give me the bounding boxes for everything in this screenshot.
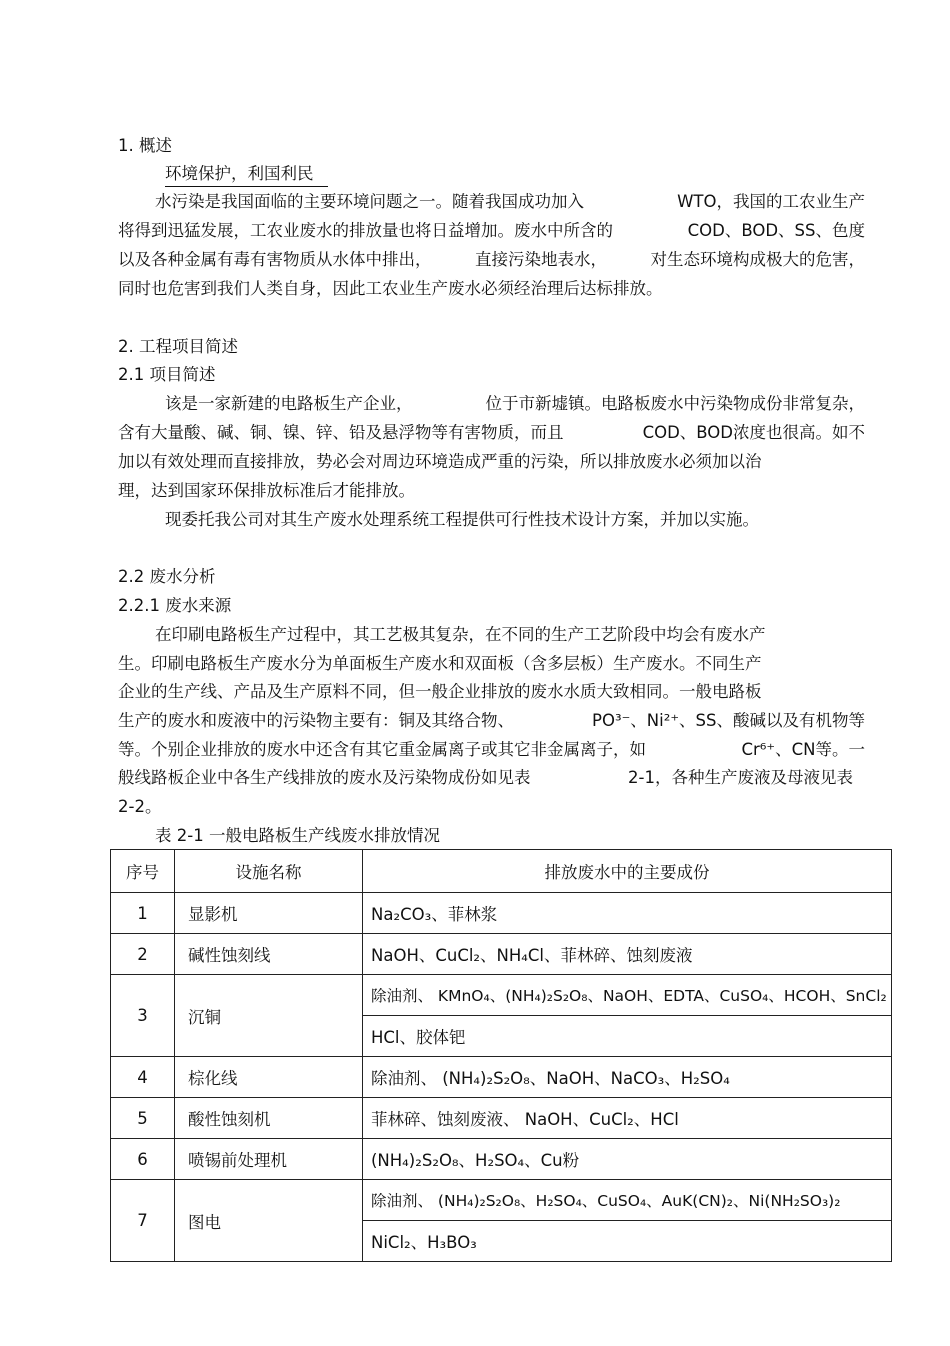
text-segment: COD、BOD、SS、色度 [687,221,865,240]
header-components: 排放废水中的主要成份 [363,850,892,893]
para-4-line-7: 2-2。 [118,797,162,816]
row-components: 除油剂、 (NH₄)₂S₂O₈、H₂SO₄、CuSO₄、AuK(CN)₂、Ni(NH₂SO₃)₂ [363,1180,892,1221]
section-2-2-1-heading: 2.2.1 废水来源 [118,596,232,615]
para-2-line-2 [118,421,865,445]
text-segment: 以及各种金属有毒有害物质从水体中排出， [118,250,432,269]
wastewater-table [110,849,892,1262]
row-no: 2 [111,934,175,975]
para-4-line-2: 生。印刷电路板生产废水分为单面板生产废水和双面板（含多层板）生产废水。不同生产 [118,654,762,673]
row-name: 碱性蚀刻线 [175,934,363,975]
row-no: 5 [111,1098,175,1139]
row-components: 除油剂、 (NH₄)₂S₂O₈、NaOH、NaCO₃、H₂SO₄ [363,1057,892,1098]
text-segment: 2-1，各种生产废液及母液见表 [628,768,853,787]
row-no: 6 [111,1139,175,1180]
text-segment: 含有大量酸、碱、铜、镍、锌、铅及悬浮物等有害物质，而且 [118,423,564,442]
para-2-line-3: 加以有效处理而直接排放，势必会对周边环境造成严重的污染，所以排放废水必须加以治 [118,452,762,471]
row-no: 3 [111,975,175,1057]
text-segment: 般线路板企业中各生产线排放的废水及污染物成份如见表 [118,768,531,787]
row-no: 1 [111,893,175,934]
para-4-line-5 [118,738,865,762]
table-row [111,975,892,1016]
text-segment: 等。个别企业排放的废水中还含有其它重金属离子或其它非金属离子，如 [118,740,646,759]
row-components: 除油剂、 KMnO₄、(NH₄)₂S₂O₈、NaOH、EDTA、CuSO₄、HCOH、SnCl₂ [363,975,892,1016]
row-name: 酸性蚀刻机 [175,1098,363,1139]
section-2-1-heading: 2.1 项目简述 [118,365,216,384]
table-row [111,1180,892,1221]
row-no: 7 [111,1180,175,1262]
para-1-line-1 [155,190,865,214]
text-segment: WTO，我国的工农业生产 [677,192,865,211]
row-components: HCl、胶体钯 [363,1016,892,1057]
para-4-line-3: 企业的生产线、产品及生产原料不同，但一般企业排放的废水水质大致相同。一般电路板 [118,682,762,701]
table-caption: 表 2-1 一般电路板生产线废水排放情况 [155,826,440,845]
table-header-row [111,850,892,893]
table-row [111,893,892,934]
row-name: 棕化线 [175,1057,363,1098]
table-row [111,1057,892,1098]
text-segment: COD、BOD浓度也很高。如不 [642,423,865,442]
para-4-line-1: 在印刷电路板生产过程中，其工艺极其复杂，在不同的生产工艺阶段中均会有废水产 [155,625,766,644]
text-segment: 直接污染地表水， [475,250,607,269]
text-segment: 该是一家新建的电路板生产企业， [165,394,413,413]
row-name: 喷锡前处理机 [175,1139,363,1180]
header-name: 设施名称 [175,850,363,893]
text-segment: PO³⁻、Ni²⁺、SS、酸碱以及有机物等 [592,711,865,730]
para-1-line-2 [118,219,865,243]
para-1-line-4: 同时也危害到我们人类自身，因此工农业生产废水必须经治理后达标排放。 [118,279,663,298]
section-2-2-heading: 2.2 废水分析 [118,567,216,586]
text-segment: 将得到迅猛发展，工农业废水的排放量也将日益增加。废水中所含的 [118,221,613,240]
para-2-line-4: 理，达到国家环保排放标准后才能排放。 [118,481,415,500]
section-1-heading: 1. 概述 [118,136,172,155]
table-row [111,1139,892,1180]
para-4-line-4 [118,709,865,733]
text-segment: Cr⁶⁺、CN等。一 [741,740,865,759]
table-row [111,934,892,975]
table-row [111,1098,892,1139]
para-2-line-1 [165,392,865,416]
row-components: NiCl₂、H₃BO₃ [363,1221,892,1262]
text-segment: 对生态环境构成极大的危害， [650,250,865,269]
slogan: 环境保护，利国利民 [165,162,328,187]
row-name: 图电 [175,1180,363,1262]
row-name: 沉铜 [175,975,363,1057]
para-1-line-3 [118,248,865,272]
row-components: NaOH、CuCl₂、NH₄Cl、菲林碎、蚀刻废液 [363,934,892,975]
text-segment: 位于市新墟镇。电路板废水中污染物成份非常复杂， [485,394,865,413]
header-no: 序号 [111,850,175,893]
row-components: (NH₄)₂S₂O₈、H₂SO₄、Cu粉 [363,1139,892,1180]
text-segment: 水污染是我国面临的主要环境问题之一。随着我国成功加入 [155,192,584,211]
para-3: 现委托我公司对其生产废水处理系统工程提供可行性技术设计方案，并加以实施。 [165,510,759,529]
row-components: 菲林碎、蚀刻废液、 NaOH、CuCl₂、HCl [363,1098,892,1139]
text-segment: 生产的废水和废液中的污染物主要有：铜及其络合物、 [118,711,514,730]
row-components: Na₂CO₃、菲林浆 [363,893,892,934]
section-2-heading: 2. 工程项目简述 [118,337,238,356]
row-no: 4 [111,1057,175,1098]
para-4-line-6 [118,766,853,790]
row-name: 显影机 [175,893,363,934]
